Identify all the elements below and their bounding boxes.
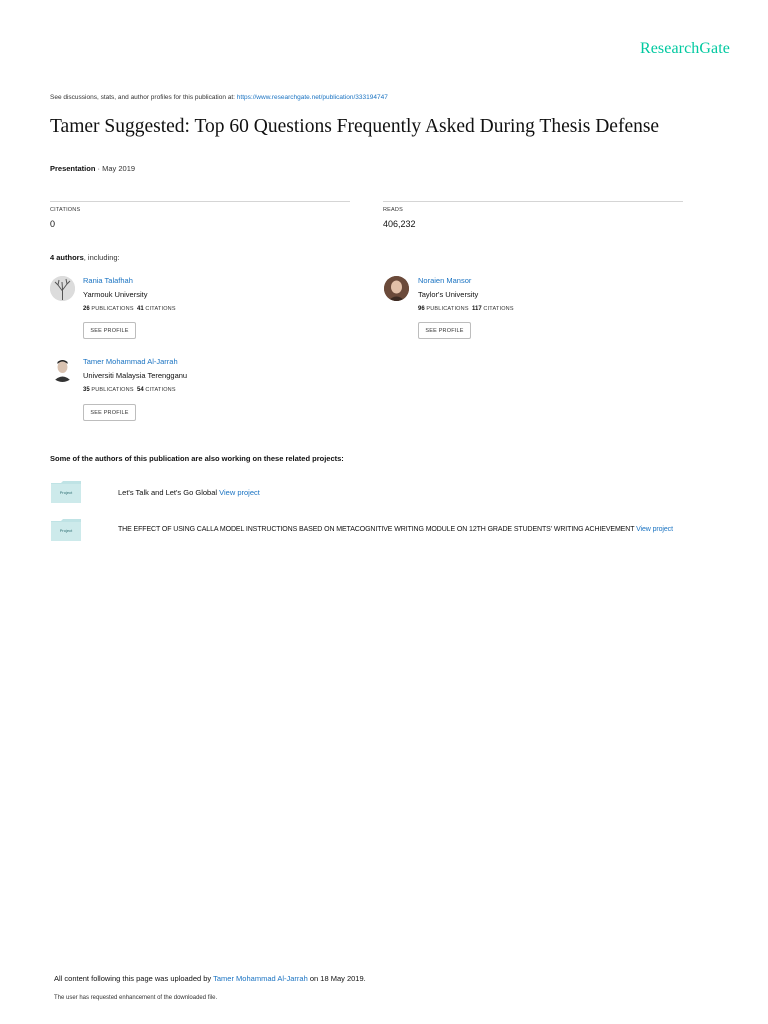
upload-notice [54, 974, 366, 983]
publication-title: Tamer Suggested: Top 60 Questions Frequently Asked During Thesis Defense [50, 116, 660, 137]
enhancement-notice: The user has requested enhancement of the downloaded file. [54, 995, 218, 1001]
view-project-link[interactable]: View project [636, 526, 673, 533]
publications-label: PUBLICATIONS [91, 387, 134, 393]
authors-including: , including: [83, 253, 120, 262]
reads-divider [383, 201, 683, 202]
author-stats [83, 387, 176, 393]
avatar[interactable] [50, 276, 75, 301]
related-projects-heading: Some of the authors of this publication are also working on these related projects: [50, 454, 344, 463]
project-title: THE EFFECT OF USING CALLA MODEL INSTRUCTIONS BASED ON METACOGNITIVE WRITING MODULE ON 12TH GRADE STUDENTS' WRITING ACHIEVEMENT [118, 526, 637, 533]
author-publications-count: 96 [418, 306, 425, 312]
citations-label: CITATIONS [145, 387, 176, 393]
author-institution: Yarmouk University [83, 290, 148, 299]
author-publications-count: 35 [83, 387, 90, 393]
view-project-link[interactable]: View project [219, 488, 260, 497]
person-avatar-image [50, 357, 75, 382]
author-publications-count: 26 [83, 306, 90, 312]
authors-heading [50, 253, 120, 262]
author-citations-count: 41 [137, 306, 144, 312]
author-name-link[interactable]: Tamer Mohammad Al-Jarrah [83, 357, 178, 366]
project-item [118, 526, 673, 533]
publication-url-link[interactable]: https://www.researchgate.net/publication/333194747 [236, 94, 388, 101]
reads-value: 406,232 [383, 219, 416, 229]
publications-label: PUBLICATIONS [91, 306, 134, 312]
project-folder-icon[interactable] [51, 519, 81, 541]
publication-date: · May 2019 [95, 164, 136, 173]
citations-divider [50, 201, 350, 202]
author-institution: Taylor's University [418, 290, 479, 299]
see-discussions-text: See discussions, stats, and author profiles for this publication at: [50, 94, 237, 101]
author-institution: Universiti Malaysia Terengganu [83, 371, 188, 380]
project-badge: Project [59, 528, 73, 533]
project-item [118, 488, 260, 497]
author-name-link[interactable]: Noraien Mansor [418, 276, 472, 285]
publication-type-line [50, 164, 135, 173]
avatar[interactable] [50, 357, 75, 382]
see-profile-button[interactable]: SEE PROFILE [418, 322, 471, 339]
author-stats [83, 306, 176, 312]
author-citations-count: 54 [137, 387, 144, 393]
tree-avatar-image [50, 276, 75, 301]
upload-prefix: All content following this page was uploaded by [54, 974, 214, 983]
author-stats [418, 306, 514, 312]
project-badge: Project [59, 490, 73, 495]
person-avatar-image [384, 276, 409, 301]
upload-suffix: on 18 May 2019. [307, 974, 366, 983]
avatar[interactable] [384, 276, 409, 301]
author-name-link[interactable]: Rania Talafhah [83, 276, 133, 285]
see-profile-button[interactable]: SEE PROFILE [83, 322, 136, 339]
reads-label: READS [383, 207, 403, 213]
citations-label: CITATIONS [50, 207, 81, 213]
project-title: Let's Talk and Let's Go Global [118, 488, 220, 497]
see-profile-button[interactable]: SEE PROFILE [83, 404, 136, 421]
see-discussions-line [50, 94, 388, 101]
publications-label: PUBLICATIONS [426, 306, 469, 312]
citations-value: 0 [50, 219, 56, 229]
publication-type: Presentation [50, 164, 96, 173]
author-citations-count: 117 [472, 306, 482, 312]
uploader-link[interactable]: Tamer Mohammad Al-Jarrah [213, 974, 308, 983]
researchgate-logo[interactable]: ResearchGate [639, 40, 730, 57]
project-folder-icon[interactable] [51, 481, 81, 503]
authors-count: 4 authors [50, 253, 84, 262]
citations-label: CITATIONS [145, 306, 176, 312]
citations-label: CITATIONS [483, 306, 514, 312]
